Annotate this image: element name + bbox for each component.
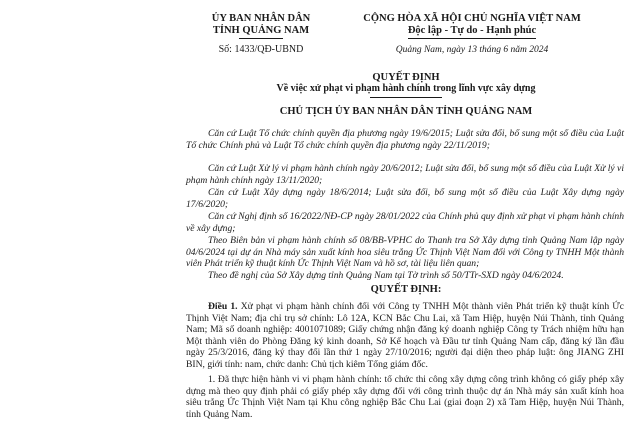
decision-heading: QUYẾT ĐỊNH: xyxy=(370,284,442,295)
legal-basis-5: Theo Biên bản vi phạm hành chính số 08/BB-VPHC do Thanh tra Sở Xây dựng tỉnh Quảng Nam lập ngày 04/6/2024 tại dự án Nhà máy sản xuất kính hoa siêu trắng Ức Thịnh Việt Nam đối với Công ty TNHH Một thành viên Phát triển kỹ thuật kính Ức Thịnh Việt Nam và hồ sơ, tài liệu liên quan; xyxy=(186,235,624,270)
national-header xyxy=(322,13,622,39)
legal-basis-1: Căn cứ Luật Tổ chức chính quyền địa phương ngày 19/6/2015; Luật sửa đổi, bổ sung một số điều của Luật Tổ chức Chính phủ và Luật Tổ chức chính quyền địa phương ngày 22/11/2019; xyxy=(186,128,624,151)
legal-basis-6: Theo đề nghị của Sở Xây dựng tỉnh Quảng Nam tại Tờ trình số 50/TTr-SXD ngày 04/6/2024. xyxy=(208,270,564,281)
document-subject: Về việc xử phạt vi phạm hành chính trong lĩnh vực xây dựng xyxy=(276,83,536,94)
legal-basis-4: Căn cứ Nghị định số 16/2022/NĐ-CP ngày 28/01/2022 của Chính phủ quy định xử phạt vi phạm hành chính về xây dựng; xyxy=(186,211,624,234)
issuing-organization xyxy=(186,13,336,39)
document-number: Số: 1433/QĐ-UBND xyxy=(218,44,304,55)
motto-underline xyxy=(408,38,536,39)
issuing-authority: CHỦ TỊCH ỦY BAN NHÂN DÂN TỈNH QUẢNG NAM xyxy=(279,106,533,117)
legal-basis-2: Căn cứ Luật Xử lý vi phạm hành chính ngày 20/6/2012; Luật sửa đổi, bổ sung một số điều của Luật Xử lý vi phạm hành chính ngày 13/11/2020; xyxy=(186,163,624,186)
article-1-text: Xử phạt vi phạm hành chính đối với Công ty TNHH Một thành viên Phát triển kỹ thuật kính Ức Thịnh Việt Nam; địa chỉ trụ sở chính: Lô 12A, KCN Bắc Chu Lai, xã Tam Hiệp, huyện Núi Thành, tỉnh Quảng Nam; Mã số doanh nghiệp: 4001071089; Giấy chứng nhận đăng ký doanh nghiệp Công ty Trách nhiệm hữu hạn Một thành viên do Phòng Đăng ký kinh doanh, Sở Kế hoạch và Đầu tư tỉnh Quảng Nam cấp, đăng ký lần đầu ngày 25/3/2016, đăng ký thay đổi lần thứ 1 ngày 27/10/2016; người đại diện theo pháp luật: ông JIANG ZHI BIN, giới tính: nam, chức danh: Chủ tịch kiêm Tổng giám đốc. xyxy=(186,301,624,370)
org-line1: ỦY BAN NHÂN DÂN xyxy=(211,13,311,24)
org-line2: TỈNH QUẢNG NAM xyxy=(212,25,310,36)
subject-underline xyxy=(370,97,442,98)
clause-1: 1. Đã thực hiện hành vi vi phạm hành chính: tổ chức thi công xây dựng công trình không có giấy phép xây dựng mà theo quy định phải có giấy phép xây dựng đối với công trình thuộc dự án Nhà máy sản xuất kính hoa siêu trắng Ức Thịnh Việt Nam tại Khu công nghiệp Bắc Chu Lai (giai đoạn 2) xã Tam Hiệp, huyện Núi Thành, tỉnh Quảng Nam. xyxy=(186,374,624,420)
nation-name: CỘNG HÒA XÃ HỘI CHỦ NGHĨA VIỆT NAM xyxy=(363,13,581,24)
document-type: QUYẾT ĐỊNH xyxy=(372,72,440,83)
issue-date: Quảng Nam, ngày 13 tháng 6 năm 2024 xyxy=(395,45,549,55)
legal-basis-3: Căn cứ Luật Xây dựng ngày 18/6/2014; Luật sửa đổi, bổ sung một số điều của Luật Xây dựng ngày 17/6/2020; xyxy=(186,187,624,210)
national-motto: Độc lập - Tự do - Hạnh phúc xyxy=(407,25,537,36)
article-1-label: Điều 1. xyxy=(208,301,238,312)
article-1 xyxy=(186,301,624,371)
org-underline xyxy=(239,38,283,39)
